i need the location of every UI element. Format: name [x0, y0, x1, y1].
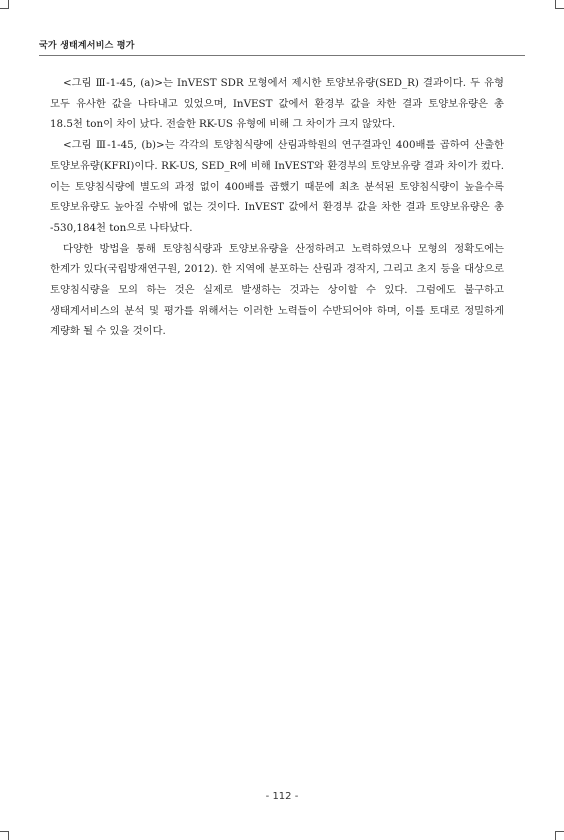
paragraph-3: 다양한 방법을 통해 토양침식량과 토양보유량을 산정하려고 노력하였으나 모형의 정확도에는 한계가 있다(국립방재연구원, 2012). 한 지역에 분포하는 산림과 경작지, 그리고 초지 등을 대상으로 토양침식량을 모의 하는 것은 실제로 발생하는 것과는 상이할 수 있다. 그럼에도 불구하고 생태계서비스의 분석 및 평가를 위해서는 이러한 노력들이 수반되어야 하며, 이를 토대로 정밀하게 계량화 될 수 있을 것이다. [50, 242, 505, 338]
crop-mark-top-left [0, 0, 9, 9]
crop-mark-bottom-right [555, 831, 564, 840]
crop-mark-bottom-left [0, 831, 9, 840]
running-header: 국가 생태계서비스 평가 [39, 41, 135, 51]
paragraph-2: <그림 Ⅲ-1-45, (b)>는 각각의 토양침식량에 산림과학원의 연구결과인 400배를 곱하여 산출한 토양보유량(KFRI)이다. RK-US, SED_R에 비해 InVEST와 환경부의 토양보유량 결과 차이가 컸다. 이는 토양침식량에 별도의 과정 없이 400배를 곱했기 때문에 최초 분석된 토양침식량이 높을수록 토양보유량도 높아질 수밖에 없는 것이다. InVEST 값에서 환경부 값을 차한 결과 토양보유량은 총 -530,184천 ton으로 나타났다. [50, 139, 504, 234]
header-rule [39, 55, 525, 56]
body-text [50, 73, 504, 342]
crop-mark-top-right [555, 0, 564, 9]
page-number: - 112 - [265, 791, 299, 802]
paragraph-1: <그림 Ⅲ-1-45, (a)>는 InVEST SDR 모형에서 제시한 토양보유량(SED_R) 결과이다. 두 유형 모두 유사한 값을 나타내고 있었으며, InVEST 값에서 환경부 값을 차한 결과 토양보유량은 총 18.5천 ton이 차이 났다. 전술한 RK-US 유형에 비해 그 차이가 크지 않았다. [50, 77, 504, 131]
